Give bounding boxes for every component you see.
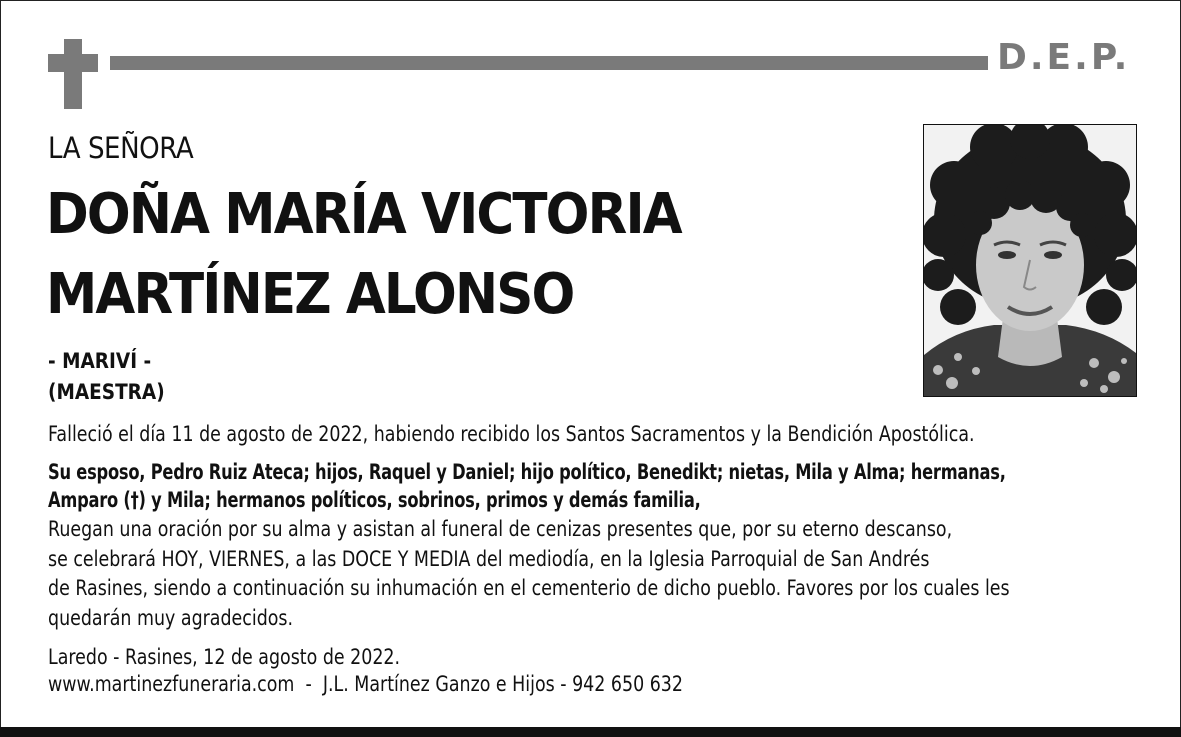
nickname: - MARIVÍ - [48, 349, 152, 373]
place-date: Laredo - Rasines, 12 de agosto de 2022. [48, 645, 401, 669]
cross-icon [64, 39, 82, 109]
request-line-1: Ruegan una oración por su alma y asistan al funeral de cenizas presentes que, por su eterno descanso, [48, 517, 953, 541]
funeral-request [48, 515, 1010, 633]
portrait-photo [923, 124, 1137, 397]
death-notice: Falleció el día 11 de agosto de 2022, habiendo recibido los Santos Sacramentos y la Bendición Apostólica. [48, 422, 975, 446]
family-line-2: Amparo (†) y Mila; hermanos políticos, sobrinos, primos y demás familia, [48, 488, 701, 512]
request-line-2: se celebrará HOY, VIERNES, a las DOCE Y MEDIA del mediodía, en la Iglesia Parroquial de San Andrés [48, 546, 930, 571]
portrait-image [924, 125, 1136, 396]
family-line-1: Su esposo, Pedro Ruiz Ateca; hijos, Raquel y Daniel; hijo político, Benedikt; nietas, Mila y Alma; hermanas, [48, 460, 1006, 484]
profession: (MAESTRA) [48, 380, 165, 404]
dep-label: D.E.P. [997, 37, 1131, 78]
request-line-3: de Rasines, siendo a continuación su inhumación en el cementerio de dicho pueblo. Favores por los cuales les [48, 576, 1010, 600]
cross-icon-bar [48, 54, 98, 72]
family-list [48, 458, 1006, 514]
request-line-4: quedarán muy agradecidos. [48, 605, 294, 630]
deceased-name-line-2: MARTÍNEZ ALONSO [46, 262, 574, 327]
deceased-name-line-1: DOÑA MARÍA VICTORIA [46, 182, 681, 247]
honorific-title: LA SEÑORA [48, 131, 194, 165]
footer-rule [0, 727, 1181, 737]
funeral-home-contact: www.martinezfuneraria.com - J.L. Martínez Ganzo e Hijos - 942 650 632 [48, 672, 683, 696]
header-rule [110, 56, 988, 70]
